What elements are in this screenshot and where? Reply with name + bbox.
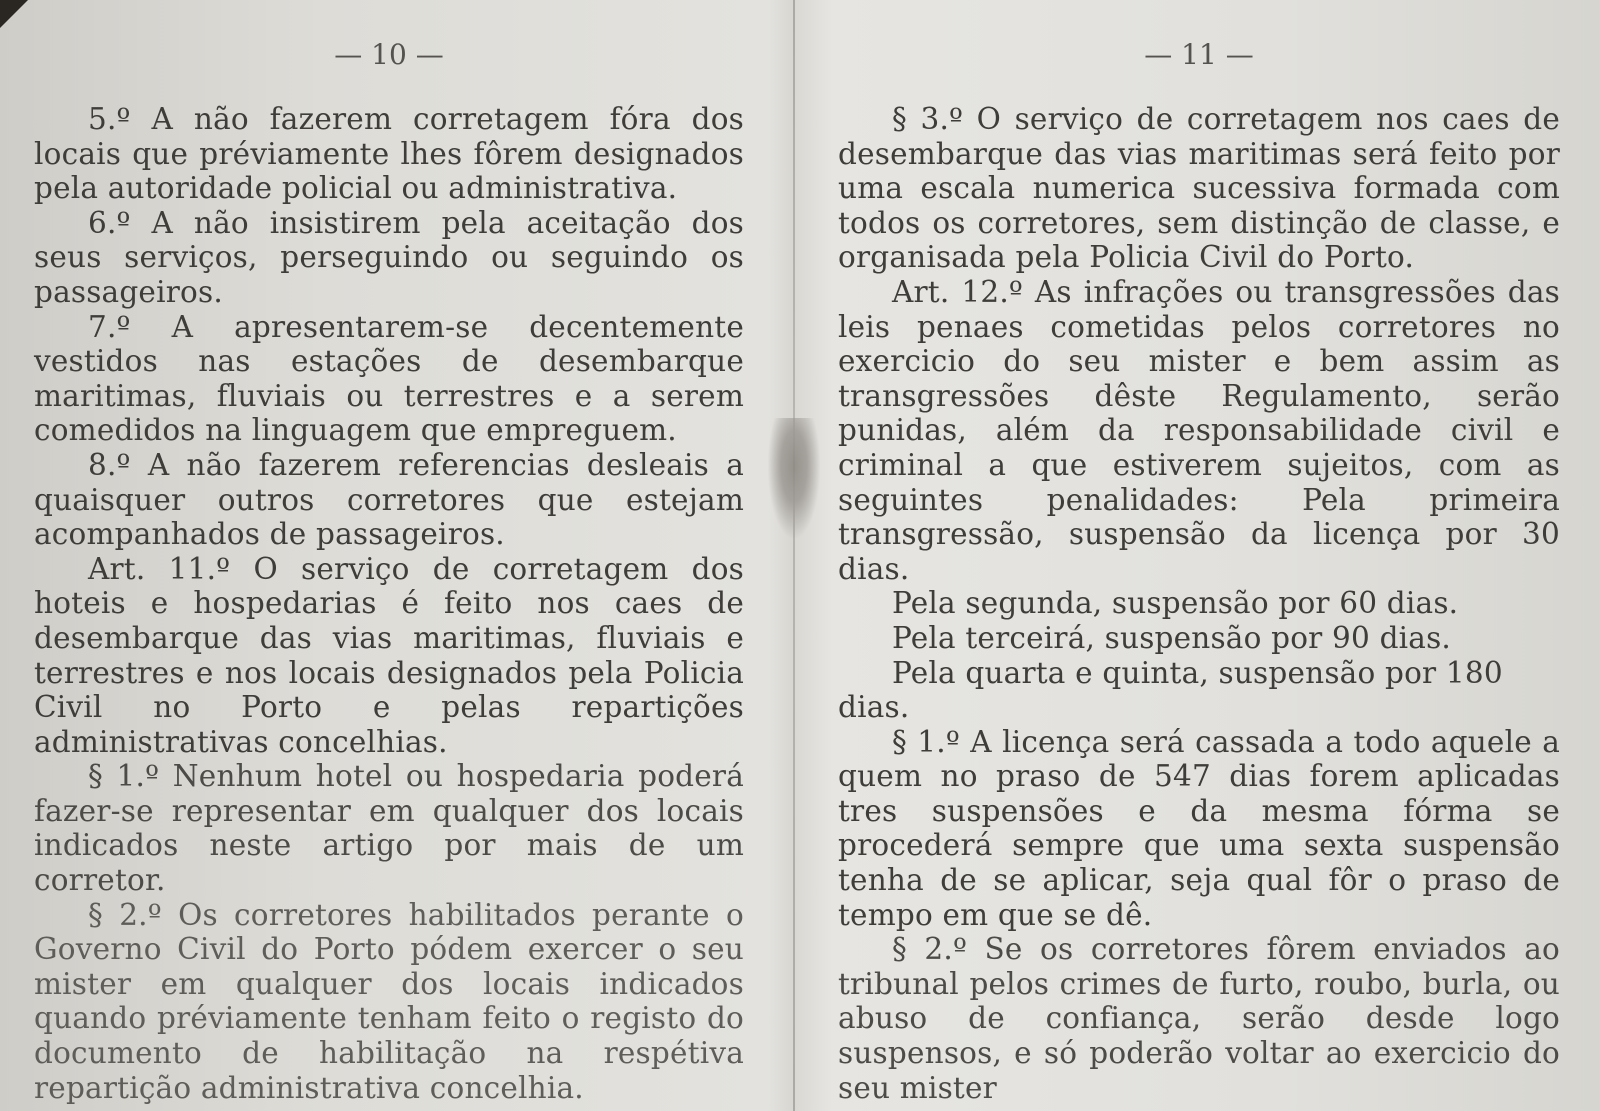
paragraph: § 3.º O serviço de corretagem nos caes de desembarque das vias maritimas será feito por uma escala numerica sucessiva formada com todos os corretores, sem distinção de classe, e organisada pela Policia Civil do Porto.: [838, 102, 1560, 275]
paragraph: Pela segunda, suspensão por 60 dias.: [892, 586, 1459, 621]
paragraph: Art. 12.º As infrações ou transgressões das leis penaes cometidas pelos corretores no exercicio do seu mister e bem assim as transgressões dêste Regulamento, serão punidas, além da responsabilidade civil e criminal a que estiverem sujeitos, com as seguintes penalidades: Pela primeira transgressão, suspensão da licença por 30 dias.: [838, 274, 1560, 586]
paragraph: § 1.º A licença será cassada a todo aquele a quem no praso de 547 dias forem aplicadas tres suspensões e da mesma fórma se procederá sempre que uma sexta suspensão tenha de se aplicar, seja qual fôr o praso de tempo em que se dê.: [838, 724, 1560, 932]
paragraph: § 2.º Os corretores habilitados perante o Governo Civil do Porto pódem exercer o seu mister em qualquer dos locais indicados quando préviamente tenham feito o registo do documento de habilitação na respétiva repartição administrativa concelhia.: [34, 897, 744, 1105]
paragraph: § 1.º Nenhum hotel ou hospedaria poderá fazer-se representar em qualquer dos locais indicados neste artigo por mais de um corretor.: [34, 759, 744, 898]
paragraph: Pela quarta e quinta, suspensão por 180 dias.: [838, 655, 1503, 725]
paragraph: Pela terceirá, suspensão por 90 dias.: [892, 620, 1451, 655]
page-gutter: [793, 0, 795, 1111]
paper-stain: [768, 418, 820, 538]
paragraph: Art. 11.º O serviço de corretagem dos hoteis e hospedarias é feito nos caes de desembarque das vias maritimas, fluviais e terrestres e nos locais designados pela Policia Civil no Porto e pelas repartições administrativas concelhias.: [34, 551, 744, 759]
page-number-right: — 11 —: [1144, 38, 1254, 71]
right-page: [838, 0, 1560, 1111]
paragraph: § 2.º Se os corretores fôrem enviados ao tribunal pelos crimes de furto, roubo, burla, ou abuso de confiança, serão desde logo suspensos, e só poderão voltar ao exercicio do seu mister: [838, 932, 1560, 1105]
dark-corner: [0, 0, 28, 28]
paragraph: 8.º A não fazerem referencias desleais a quaisquer outros corretores que estejam acompanhados de passageiros.: [34, 447, 744, 552]
left-page-text: [34, 102, 744, 1105]
page-number-left: — 10 —: [334, 38, 444, 71]
left-page: [34, 0, 744, 1111]
right-page-text: [838, 102, 1560, 1105]
paragraph: 5.º A não fazerem corretagem fóra dos locais que préviamente lhes fôrem designados pela autoridade policial ou administrativa.: [34, 102, 744, 206]
paragraph: 6.º A não insistirem pela aceitação dos seus serviços, perseguindo ou seguindo os passageiros.: [34, 205, 744, 309]
paragraph: 7.º A apresentarem-se decentemente vestidos nas estações de desembarque maritimas, fluviais ou terrestres e a serem comedidos na linguagem que empreguem.: [34, 309, 744, 448]
